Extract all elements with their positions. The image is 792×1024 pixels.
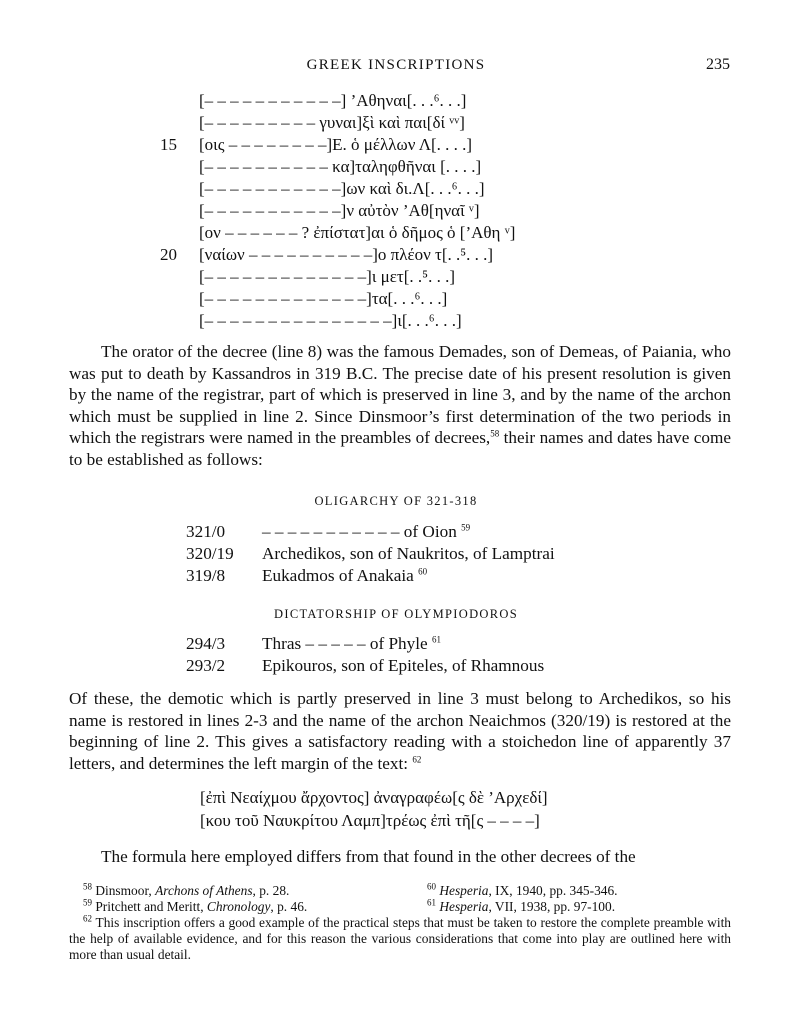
footnote-ref-62[interactable]: 62 — [412, 753, 422, 764]
inscription-line-text: [ναίων – – – – – – – – – –]ο πλέον τ[. .⁵. . .] — [199, 245, 494, 264]
inscription-line-text: [– – – – – – – – – – –]ν αὐτὸν ’Αθ[ηναῖ ᵛ] — [199, 201, 480, 220]
footnote-title: Hesperia — [439, 883, 489, 898]
footnote-number: 58 — [83, 881, 92, 892]
inscription-line-text: [ον – – – – – – ? ἐπίστατ]αι ὁ δῆμος ὁ [’Αθη ᵛ] — [199, 223, 516, 242]
paragraph-formula: The formula here employed differs from that found in the other decrees of the — [101, 847, 636, 866]
footnote-text: , IX, 1940, pp. 345-346. — [488, 883, 618, 898]
footnote-number: 61 — [427, 897, 436, 908]
footnote-text: , p. 28. — [252, 883, 290, 898]
footnote-text: Pritchett and Meritt, — [92, 899, 207, 914]
inscription-line-text: [– – – – – – – – – – – – –]τα[. . .⁶. . .] — [199, 289, 448, 308]
inscription-line-text: [– – – – – – – – – – –]ων καὶ δι.Λ[. . .⁶. . .] — [199, 179, 485, 198]
footnote-title: Chronology — [206, 899, 271, 914]
registrar-name-text: – – – – – – – – – – – of Oion — [262, 522, 457, 541]
footnotes — [69, 883, 731, 963]
paragraph-demades — [69, 341, 731, 470]
footnote-row — [69, 899, 731, 915]
section-heading-dictatorship: DICTATORSHIP OF OLYMPIODOROS — [274, 607, 518, 621]
registrar-name — [262, 656, 544, 676]
footnote-ref-60[interactable]: 60 — [418, 566, 428, 577]
footnote-number: 60 — [427, 881, 436, 892]
footnote-number: 59 — [83, 897, 92, 908]
greek-restoration-line: [κου τοῦ Ναυκρίτου Λαμπ]τρέως ἐπὶ τῆ[ς – – – –] — [200, 811, 540, 830]
line-number: 15 — [160, 135, 177, 154]
footnote-62 — [69, 915, 731, 963]
inscription-line-text: [οις – – – – – – – –]Ε. ὁ μέλλων Λ[. . . .] — [199, 135, 473, 154]
archon-year: 294/3 — [186, 634, 226, 653]
footnote-58 — [83, 883, 289, 899]
archon-year: 320/19 — [186, 544, 234, 563]
archon-year: 321/0 — [186, 522, 226, 541]
footnote-ref-61[interactable]: 61 — [431, 634, 441, 645]
registrar-name-text: Thras – – – – – of Phyle — [262, 634, 428, 653]
line-number: 20 — [160, 245, 177, 264]
registrar-name — [262, 566, 427, 586]
registrar-name-text: Epikouros, son of Epiteles, of Rhamnous — [262, 656, 545, 675]
registrar-name — [262, 544, 555, 564]
paragraph-text: The orator of the decree (line 8) was the famous Demades, son of Demeas, of Paiania, who was put to death by Kassandros in 319 B.C. The precise date of his present resolution is given by the name of the registrar, part of which is preserved in line 3, and by the name of the archon which must be supplied in line 2. Since Dinsmoor’s first determination of the two periods in which the registrars were named in the preambles of decrees, — [69, 342, 731, 447]
paragraph-text: their names and dates have come to be established as follows: — [69, 428, 732, 469]
footnote-text: This inscription offers a good example of the practical steps that must be taken to restore the complete preamble with the help of available evidence, and for this reason the various considerations that come into play are outlined here with more than usual detail. — [69, 915, 731, 962]
greek-restoration-line: [ἐπὶ Νεαίχμου ἄρχοντος] ἀναγραφέω[ς δὲ ’Αρχεδί] — [200, 788, 548, 807]
footnote-title: Archons of Athens — [155, 883, 253, 898]
inscription-line-text: [– – – – – – – – – γυναι]ξὶ καὶ παι[δί ᵛᵛ] — [199, 113, 465, 132]
registrar-name — [262, 634, 441, 654]
greek-restoration — [200, 788, 548, 834]
registrar-name — [262, 522, 470, 542]
footnote-title: Hesperia — [439, 899, 489, 914]
footnote-row — [69, 883, 731, 899]
inscription-line-text: [– – – – – – – – – – κα]ταληφθῆναι [. . . .] — [199, 157, 482, 176]
footnote-60 — [427, 883, 618, 899]
inscription-line-text: [– – – – – – – – – – – – –]ι μετ[. .⁵. . .] — [199, 267, 455, 286]
footnote-text: , p. 46. — [270, 899, 308, 914]
page-number: 235 — [706, 56, 730, 73]
footnote-number: 62 — [83, 913, 92, 924]
paragraph-text: Of these, the demotic which is partly preserved in line 3 must belong to Archedikos, so his name is restored in lines 2-3 and the name of the archon Neaichmos (320/19) is restored at the beginning of line 2. This gives a satisfactory reading with a stoichedon line of apparently 37 letters, and determines the left margin of the text: — [69, 689, 731, 773]
footnote-ref-59[interactable]: 59 — [461, 522, 471, 533]
footnote-text: Dinsmoor, — [92, 883, 156, 898]
inscription-line-text: [– – – – – – – – – – –] ’Αθηναι[. . .⁶. . .] — [199, 91, 467, 110]
section-heading-oligarchy: OLIGARCHY OF 321-318 — [314, 494, 478, 508]
registrar-name-text: Archedikos, son of Naukritos, of Lamptrai — [262, 544, 555, 563]
archon-year: 319/8 — [186, 566, 226, 585]
inscription-line-text: [– – – – – – – – – – – – – – –]ι[. . .⁶. . .] — [199, 311, 462, 330]
registrar-name-text: Eukadmos of Anakaia — [262, 566, 414, 585]
archon-year: 293/2 — [186, 656, 226, 675]
footnote-59 — [83, 899, 307, 915]
running-header-title: GREEK INSCRIPTIONS — [306, 57, 486, 73]
footnote-text: , VII, 1938, pp. 97-100. — [488, 899, 616, 914]
footnote-ref-58[interactable]: 58 — [490, 428, 500, 439]
paragraph-archedikos — [69, 688, 731, 774]
footnote-61 — [427, 899, 615, 915]
